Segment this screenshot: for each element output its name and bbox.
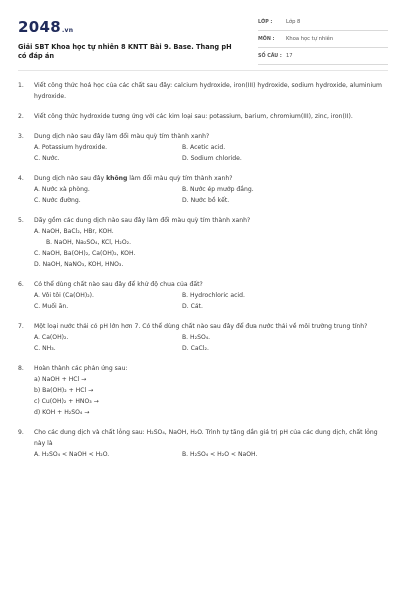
meta-value: Khoa học tự nhiên (286, 36, 334, 42)
question-text-post: làm đổi màu quỳ tím thành xanh? (127, 175, 233, 182)
reaction-d: d) KOH + H₂SO₄ → (34, 409, 90, 416)
reaction-c: c) Cu(OH)₂ + HNO₃ → (34, 398, 99, 405)
question-text: Dung dịch nào sau đây làm đổi màu quỳ tím thành xanh? (34, 133, 210, 140)
question-text (34, 173, 390, 184)
option-a: A. NaOH, BaCl₂, HBr, KOH. (34, 228, 114, 235)
question-text: Một loại nước thải có pH lớn hơn 7. Có thể dùng chất nào sau đây để đưa nước thải về môi trường trung tính? (34, 323, 368, 330)
option-c: C. NaOH, Ba(OH)₂, Ca(OH)₂, KOH. (34, 250, 136, 257)
question-number: 5. (18, 217, 24, 224)
site-logo[interactable] (18, 18, 73, 36)
question-list (18, 80, 390, 469)
question-number: 4. (18, 175, 24, 182)
question-number: 3. (18, 133, 24, 140)
option-c: C. Nước. (34, 155, 60, 162)
question-7 (18, 321, 390, 354)
option-b: B. H₂SO₄ < H₂O < NaOH. (182, 451, 258, 458)
option-c: C. Muối ăn. (34, 303, 69, 310)
document-header (18, 12, 388, 64)
question-text: Có thể dùng chất nào sau đây để khử độ chua của đất? (34, 281, 203, 288)
option-b: B. NaOH, Na₂SO₄, KCl, H₂O₂. (46, 239, 132, 246)
meta-value: 17 (286, 53, 293, 59)
answer-options (34, 184, 390, 206)
question-1 (18, 80, 390, 102)
meta-table (258, 14, 388, 65)
question-9 (18, 427, 390, 460)
logo-main: 2048 (18, 18, 61, 36)
meta-row-class (258, 14, 388, 31)
option-d: D. Sodium chloride. (182, 155, 242, 162)
question-text-emphasis: không (106, 175, 128, 182)
option-d: D. CaCl₂. (182, 345, 209, 352)
option-b: B. Acetic acid. (182, 144, 226, 151)
question-3 (18, 131, 390, 164)
meta-key: LỚP : (258, 19, 273, 25)
option-b: B. Nước ép mướp đắng. (182, 186, 254, 193)
option-a: A. Potassium hydroxide. (34, 144, 108, 151)
meta-row-count (258, 48, 388, 65)
question-4 (18, 173, 390, 206)
option-a: A. H₂SO₄ < NaOH < H₂O. (34, 451, 110, 458)
option-c: C. NH₃. (34, 345, 56, 352)
question-text: Hoàn thành các phản ứng sau: (34, 365, 128, 372)
option-d: D. NaOH, NaNO₃, KOH, HNO₃. (34, 261, 124, 268)
reaction-a: a) NaOH + HCl → (34, 376, 87, 383)
question-8 (18, 363, 390, 418)
answer-options (34, 142, 390, 164)
question-number: 6. (18, 281, 24, 288)
answer-options (34, 332, 390, 354)
question-number: 1. (18, 82, 24, 89)
option-b: B. Hydrochloric acid. (182, 292, 245, 299)
question-5 (18, 215, 390, 270)
option-a: A. Ca(OH)₂. (34, 334, 69, 341)
question-number: 7. (18, 323, 24, 330)
question-6 (18, 279, 390, 312)
meta-key: MÔN : (258, 36, 275, 42)
option-d: D. Cát. (182, 303, 203, 310)
reaction-list (34, 374, 390, 418)
answer-options (34, 290, 390, 312)
answer-options (34, 226, 390, 270)
logo-suffix: .vn (61, 27, 74, 34)
question-text: Viết công thức hydroxide tương ứng với các kim loại sau: potassium, barium, chromium(III), zinc, iron(II). (34, 113, 353, 120)
question-text-pre: Dung dịch nào sau đây (34, 175, 107, 182)
question-number: 2. (18, 113, 24, 120)
document-title: Giải SBT Khoa học tự nhiên 8 KNTT Bài 9. Base. Thang pH có đáp án (18, 43, 232, 60)
question-text: Cho các dung dịch và chất lỏng sau: H₂SO₄, NaOH, H₂O. Trình tự tăng dần giá trị pH của các dung dịch, chất lỏng này là (34, 429, 378, 447)
meta-row-subject (258, 31, 388, 48)
answer-options (34, 449, 390, 460)
meta-value: Lớp 8 (286, 19, 301, 25)
option-d: D. Nước bồ kết. (182, 197, 230, 204)
question-2 (18, 111, 390, 122)
option-a: A. Vôi tôi (Ca(OH)₂). (34, 292, 94, 299)
option-a: A. Nước xà phòng. (34, 186, 90, 193)
question-number: 8. (18, 365, 24, 372)
meta-key: SỐ CÂU : (258, 53, 282, 59)
option-c: C. Nước đường. (34, 197, 81, 204)
reaction-b: b) Ba(OH)₂ + HCl → (34, 387, 94, 394)
question-number: 9. (18, 429, 24, 436)
question-text: Viết công thức hoá học của các chất sau đây: calcium hydroxide, iron(III) hydroxide, sodium hydroxide, aluminium hydroxide. (34, 82, 382, 100)
header-divider (18, 70, 388, 71)
option-b: B. H₂SO₄. (182, 334, 211, 341)
question-text: Dãy gồm các dung dịch nào sau đây làm đổi màu quỳ tím thành xanh? (34, 217, 251, 224)
